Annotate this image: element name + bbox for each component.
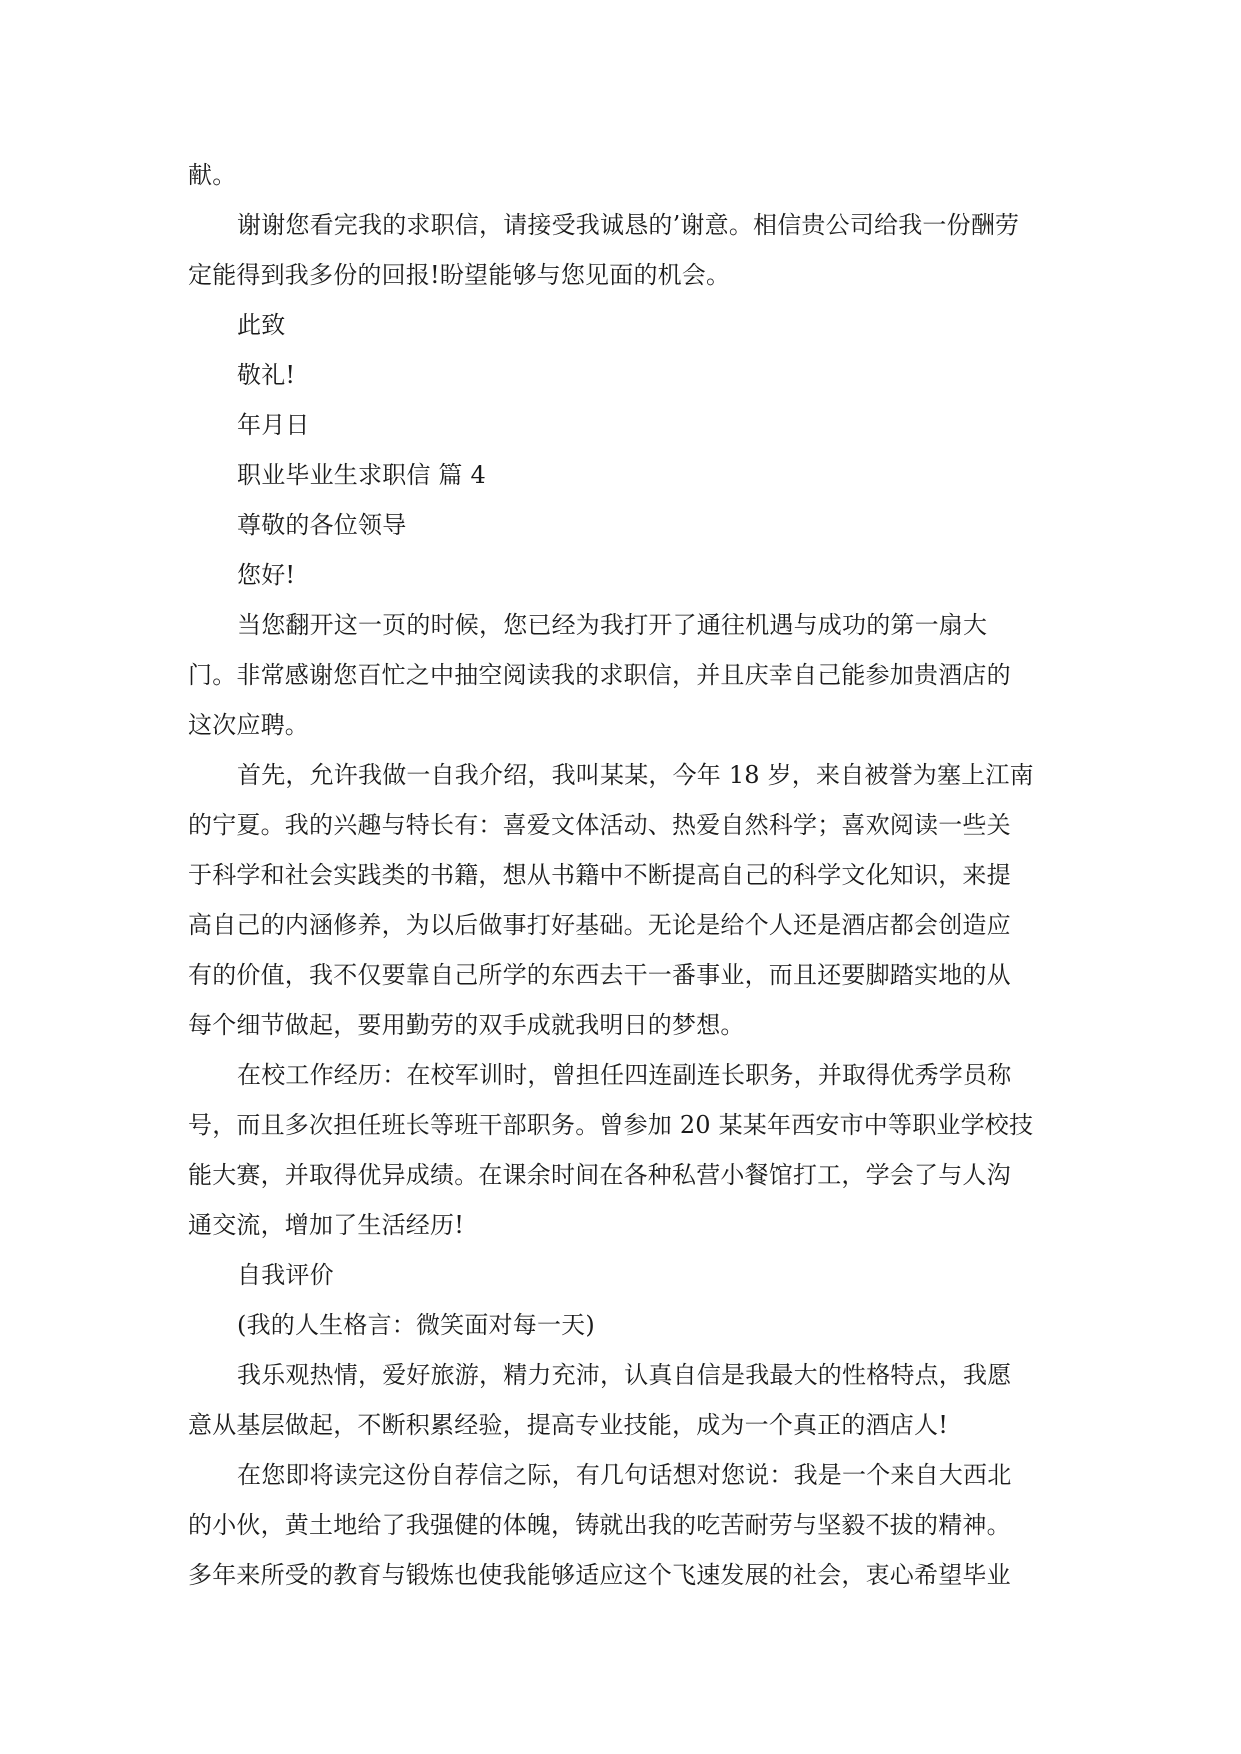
document-page <box>188 150 1056 1600</box>
text-line: 的小伙，黄土地给了我强健的体魄，铸就出我的吃苦耐劳与坚毅不拔的精神。 <box>188 1511 1011 1539</box>
text-line: 我乐观热情，爱好旅游，精力充沛，认真自信是我最大的性格特点，我愿 <box>237 1361 1012 1389</box>
text-line: 意从基层做起，不断积累经验，提高专业技能，成为一个真正的酒店人! <box>188 1411 949 1439</box>
text-line: 号，而且多次担任班长等班干部职务。曾参加 20 某某年西安市中等职业学校技 <box>188 1111 1034 1139</box>
text-line: 高自己的内涵修养，为以后做事打好基础。无论是给个人还是酒店都会创造应 <box>188 911 1011 939</box>
text-line: 在您即将读完这份自荐信之际，有几句话想对您说：我是一个来自大西北 <box>237 1461 1012 1489</box>
text-line: 自我评价 <box>237 1261 334 1289</box>
text-line: 当您翻开这一页的时候，您已经为我打开了通往机遇与成功的第一扇大 <box>237 611 988 639</box>
text-line: (我的人生格言：微笑面对每一天) <box>237 1311 595 1339</box>
text-line: 敬礼! <box>237 361 296 389</box>
text-line: 首先，允许我做一自我介绍，我叫某某，今年 18 岁，来自被誉为塞上江南 <box>237 761 1034 789</box>
text-line: 在校工作经历：在校军训时，曾担任四连副连长职务，并取得优秀学员称 <box>237 1061 1012 1089</box>
text-line: 您好! <box>237 561 296 589</box>
text-line: 多年来所受的教育与锻炼也使我能够适应这个飞速发展的社会，衷心希望毕业 <box>188 1561 1011 1589</box>
text-line: 定能得到我多份的回报!盼望能够与您见面的机会。 <box>188 261 731 289</box>
text-line: 年月日 <box>237 411 310 439</box>
text-line: 谢谢您看完我的求职信，请接受我诚恳的’谢意。相信贵公司给我一份酬劳 <box>237 211 1020 239</box>
text-line: 此致 <box>237 311 286 339</box>
text-line: 献。 <box>188 161 237 189</box>
text-line: 通交流，增加了生活经历! <box>188 1211 465 1239</box>
text-line: 门。非常感谢您百忙之中抽空阅读我的求职信，并且庆幸自己能参加贵酒店的 <box>188 661 1011 689</box>
text-line: 有的价值，我不仅要靠自己所学的东西去干一番事业，而且还要脚踏实地的从 <box>188 961 1011 989</box>
text-line: 每个细节做起，要用勤劳的双手成就我明日的梦想。 <box>188 1011 745 1039</box>
text-line: 能大赛，并取得优异成绩。在课余时间在各种私营小餐馆打工，学会了与人沟 <box>188 1161 1011 1189</box>
text-line: 职业毕业生求职信 篇 4 <box>237 461 486 489</box>
text-line: 尊敬的各位领导 <box>237 511 407 539</box>
text-line: 于科学和社会实践类的书籍，想从书籍中不断提高自己的科学文化知识，来提 <box>188 861 1011 889</box>
text-line: 这次应聘。 <box>188 711 309 739</box>
text-line: 的宁夏。我的兴趣与特长有：喜爱文体活动、热爱自然科学；喜欢阅读一些关 <box>188 811 1011 839</box>
